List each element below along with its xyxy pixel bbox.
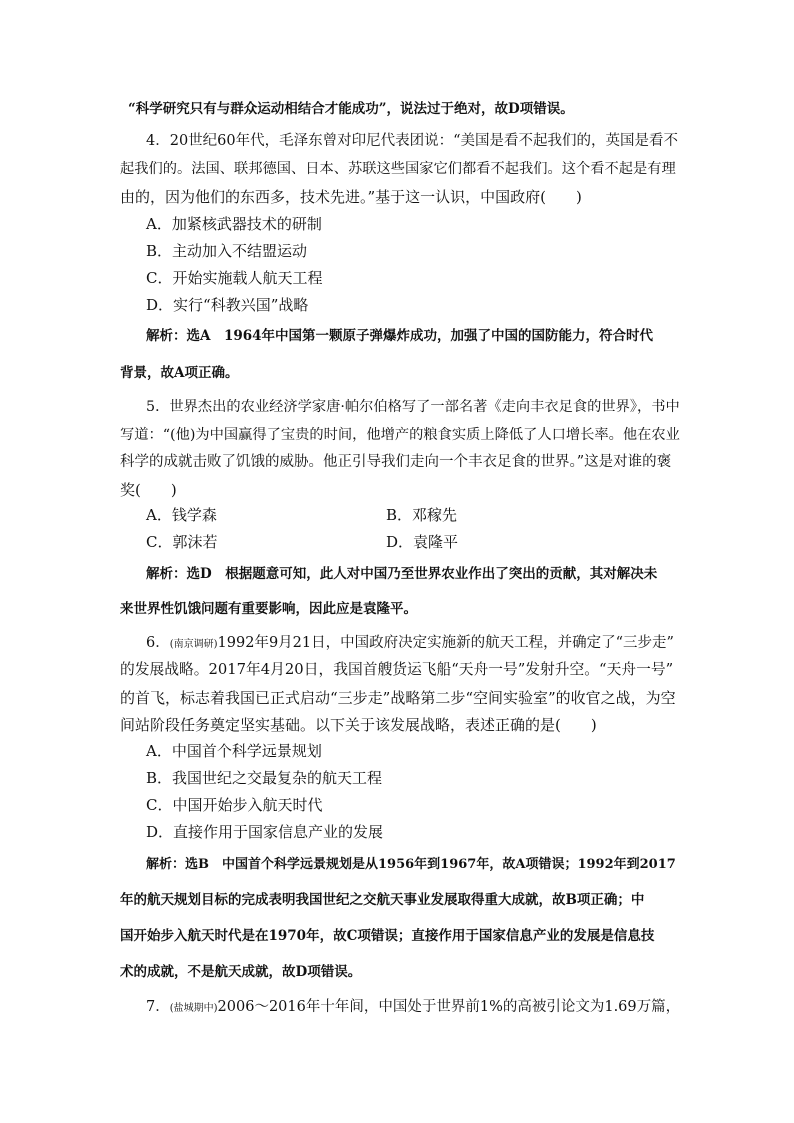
question-7-source: (盐城期中) [169, 1003, 218, 1014]
question-5-stem-line: 科学的成就击败了饥饿的威胁。他正引导我们走向一个丰衣足食的世界。”这是对谁的褒 [120, 454, 672, 470]
question-4-analysis: 背景，故A项正确。 [120, 365, 239, 381]
question-5-stem-line: 奖( ) [120, 481, 177, 499]
question-7-stem-text: 2006～2016年十年间，中国处于世界前1%的高被引论文为1.69万篇， [217, 999, 681, 1015]
question-4-option-c: C．开始实施载人航天工程 [146, 269, 323, 287]
question-6-stem-line: 间站阶段任务奠定坚实基础。以下关于该发展战略，表述正确的是( ) [120, 716, 597, 734]
question-5-option-c: C．郭沫若 [146, 533, 218, 551]
question-6-analysis: 解析：选B 中国首个科学远景规划是从1956年到1967年，故A项错误；1992年到2017 [146, 857, 676, 872]
question-4-analysis: 解析：选A 1964年中国第一颗原子弹爆炸成功，加强了中国的国防能力，符合时代 [146, 328, 654, 344]
question-6-option-c: C．中国开始步入航天时代 [146, 796, 323, 814]
question-4-option-d: D．实行“科教兴国”战略 [146, 296, 309, 314]
previous-analysis-tail: “科学研究只有与群众运动相结合才能成功”，说法过于绝对，故D项错误。 [128, 101, 574, 117]
question-6-analysis: 术的成就，不是航天成就，故D项错误。 [120, 964, 362, 980]
question-6-stem-text: 1992年9月21日，中国政府决定实施新的航天工程，并确定了“三步走” [217, 635, 674, 651]
question-6-stem-line: 的发展战略。2017年4月20日，我国首艘货运飞船“天舟一号”发射升空。“天舟一号” [120, 661, 674, 678]
question-4-stem-line: 起我们的。法国、联邦德国、日本、苏联这些国家它们都看不起我们。这个看不起是有理 [120, 161, 676, 177]
question-4-stem-line: 4．20世纪60年代，毛泽东曾对印尼代表团说：“美国是看不起我们的，英国是看不 [146, 133, 679, 149]
question-5-option-a: A．钱学森 [146, 506, 217, 524]
question-7-number: 7． [146, 999, 170, 1015]
question-6-analysis: 年的航天规划目标的完成表明我国世纪之交航天事业发展取得重大成就，故B项正确；中 [120, 892, 645, 908]
question-7-stem-line [146, 997, 680, 1019]
question-5-stem-line: 写道：“(他)为中国赢得了宝贵的时间，他增产的粮食实质上降低了人口增长率。他在农业 [120, 427, 680, 443]
question-6-option-d: D．直接作用于国家信息产业的发展 [146, 823, 384, 841]
question-4-option-a: A．加紧核武器技术的研制 [146, 215, 322, 233]
question-6-option-a: A．中国首个科学远景规划 [146, 742, 322, 760]
question-6-source: (南京调研) [169, 639, 218, 650]
question-5-analysis: 解析：选D 根据题意可知，此人对中国乃至世界农业作出了突出的贡献，其对解决未 [146, 566, 658, 582]
question-5-analysis: 来世界性饥饿问题有重要影响，因此应是袁隆平。 [120, 601, 417, 617]
question-5-option-d: D．袁隆平 [386, 533, 459, 551]
question-6-option-b: B．我国世纪之交最复杂的航天工程 [146, 769, 383, 787]
question-4-option-b: B．主动加入不结盟运动 [146, 242, 308, 260]
question-6-analysis: 国开始步入航天时代是在1970年，故C项错误；直接作用于国家信息产业的发展是信息技 [120, 928, 655, 944]
question-5-option-b: B．邓稼先 [386, 506, 458, 524]
question-6-stem-line [146, 633, 674, 655]
question-4-stem-line: 由的，因为他们的东西多，技术先进。”基于这一认识，中国政府( ) [120, 188, 582, 206]
question-6-stem-line: 的首飞，标志着我国已正式启动“三步走”战略第二步“空间实验室”的收官之战，为空 [120, 689, 676, 707]
question-5-stem-line: 5．世界杰出的农业经济学家唐·帕尔伯格写了一部名著《走向丰衣足食的世界》，书中 [146, 399, 680, 415]
question-6-number: 6． [146, 635, 170, 651]
